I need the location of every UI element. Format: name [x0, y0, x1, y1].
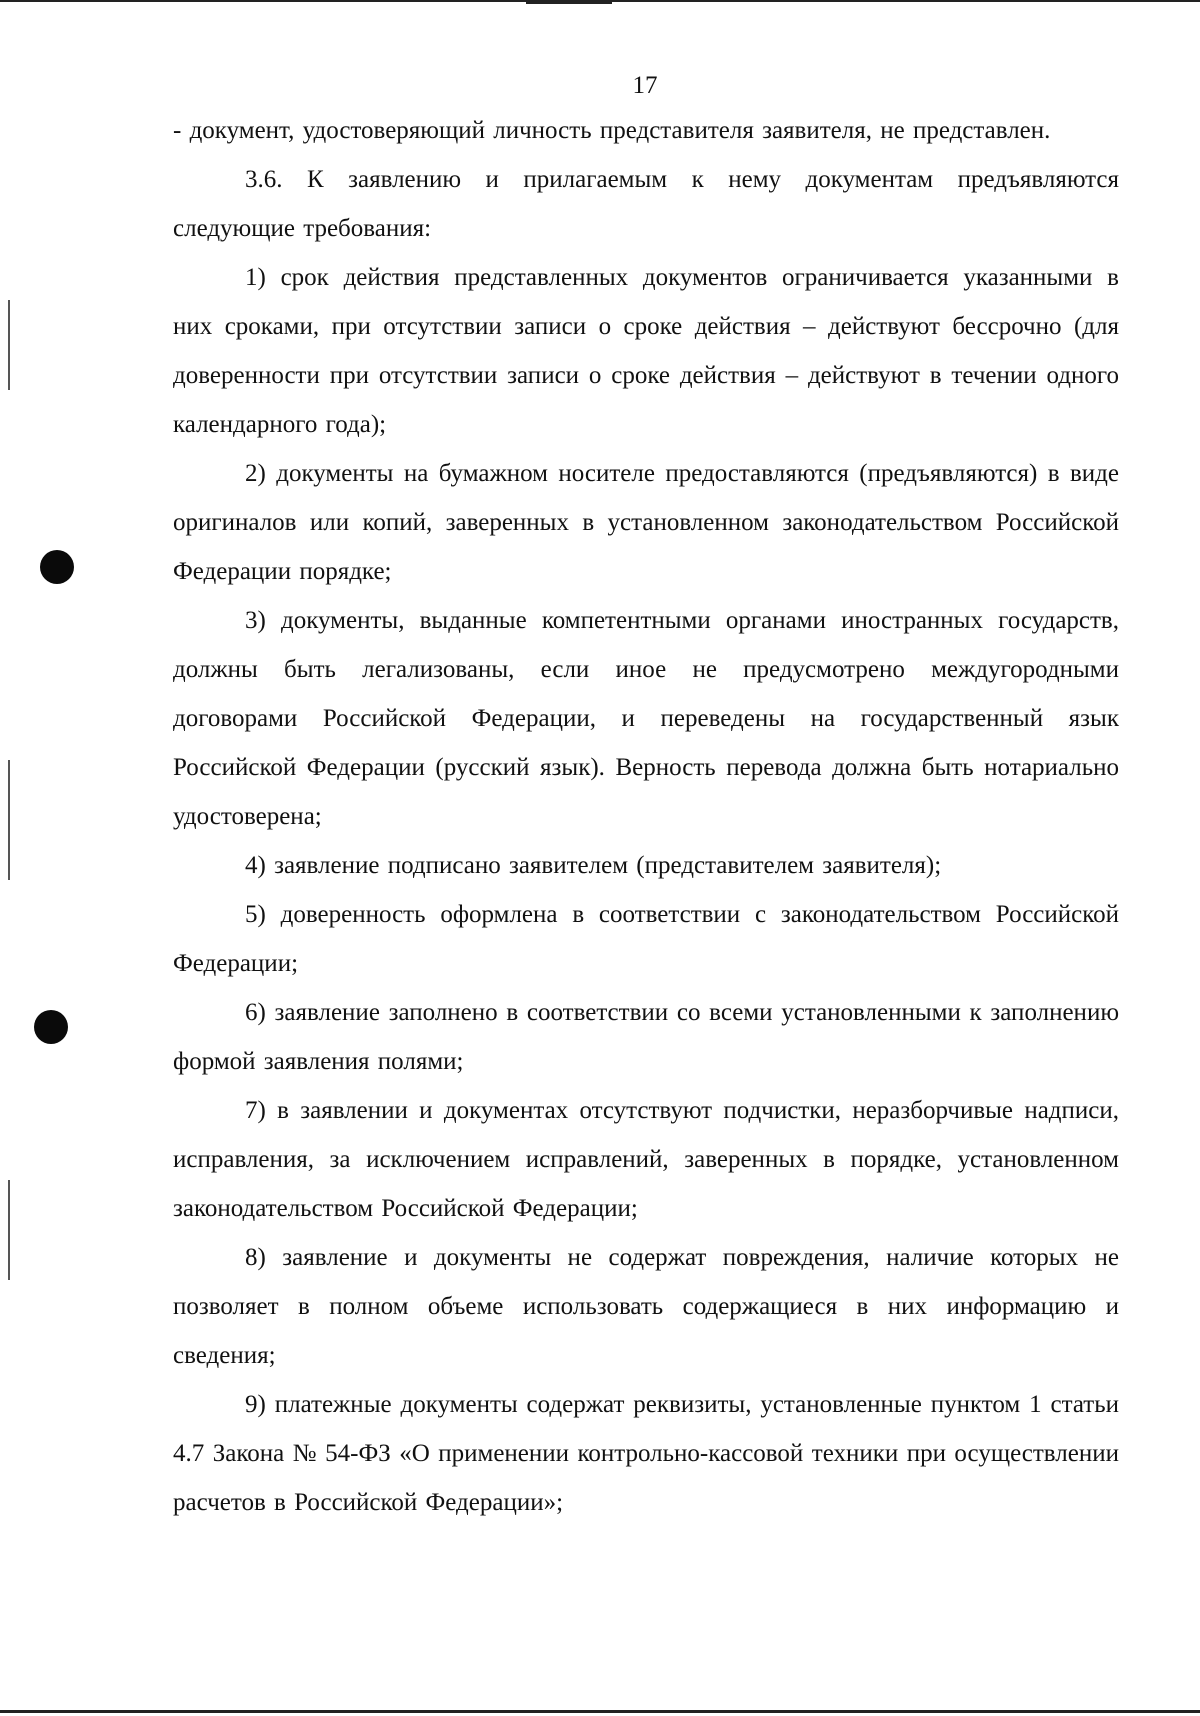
- scan-border-bottom: [0, 1710, 1200, 1713]
- paragraph-representative-id: - документ, удостоверяющий личность представителя заявителя, не представлен.: [173, 117, 1051, 144]
- scan-edge-left: [8, 1180, 10, 1280]
- page-number: 17: [632, 72, 658, 99]
- document-body: [173, 106, 1119, 1527]
- paragraph-requirement-8: 8) заявление и документы не содержат повреждения, наличие которых не позволяет в полном объеме использовать содержащиеся в них информацию и сведения;: [173, 1244, 1119, 1369]
- scan-edge-left: [8, 300, 10, 390]
- paragraph-requirement-4: 4) заявление подписано заявителем (представителем заявителя);: [245, 852, 942, 879]
- paragraph-requirement-7: 7) в заявлении и документах отсутствуют подчистки, неразборчивые надписи, исправления, за исключением исправлений, заверенных в порядке, установленном законодательством Российской Федерации;: [173, 1097, 1119, 1222]
- punch-hole-lower: [34, 1010, 68, 1044]
- paragraph-requirement-6: 6) заявление заполнено в соответствии со всеми установленными к заполнению формой заявления полями;: [173, 999, 1119, 1075]
- paragraph-section-3-6: 3.6. К заявлению и прилагаемым к нему документам предъявляются следующие требования:: [173, 166, 1119, 242]
- paragraph-requirement-3: 3) документы, выданные компетентными органами иностранных государств, должны быть легализованы, если иное не предусмотрено междугородными договорами Российской Федерации, и переведены на государственный язык Российской Федерации (русский язык). Верность перевода должна быть нотариально удостоверена;: [173, 607, 1119, 830]
- punch-hole-upper: [40, 550, 74, 584]
- scan-edge-left: [8, 760, 10, 880]
- paragraph-requirement-2: 2) документы на бумажном носителе предоставляются (предъявляются) в виде оригиналов или копий, заверенных в установленном законодательством Российской Федерации порядке;: [173, 460, 1119, 585]
- scan-mark-top: [526, 0, 612, 4]
- paragraph-requirement-9: 9) платежные документы содержат реквизиты, установленные пунктом 1 статьи 4.7 Закона № 54-ФЗ «О применении контрольно-кассовой техники при осуществлении расчетов в Российской Федерации»;: [173, 1391, 1119, 1516]
- paragraph-requirement-1: 1) срок действия представленных документов ограничивается указанными в них сроками, при отсутствии записи о сроке действия – действуют бессрочно (для доверенности при отсутствии записи о сроке действия – действуют в течении одного календарного года);: [173, 264, 1119, 438]
- paragraph-requirement-5: 5) доверенность оформлена в соответствии с законодательством Российской Федерации;: [173, 901, 1119, 977]
